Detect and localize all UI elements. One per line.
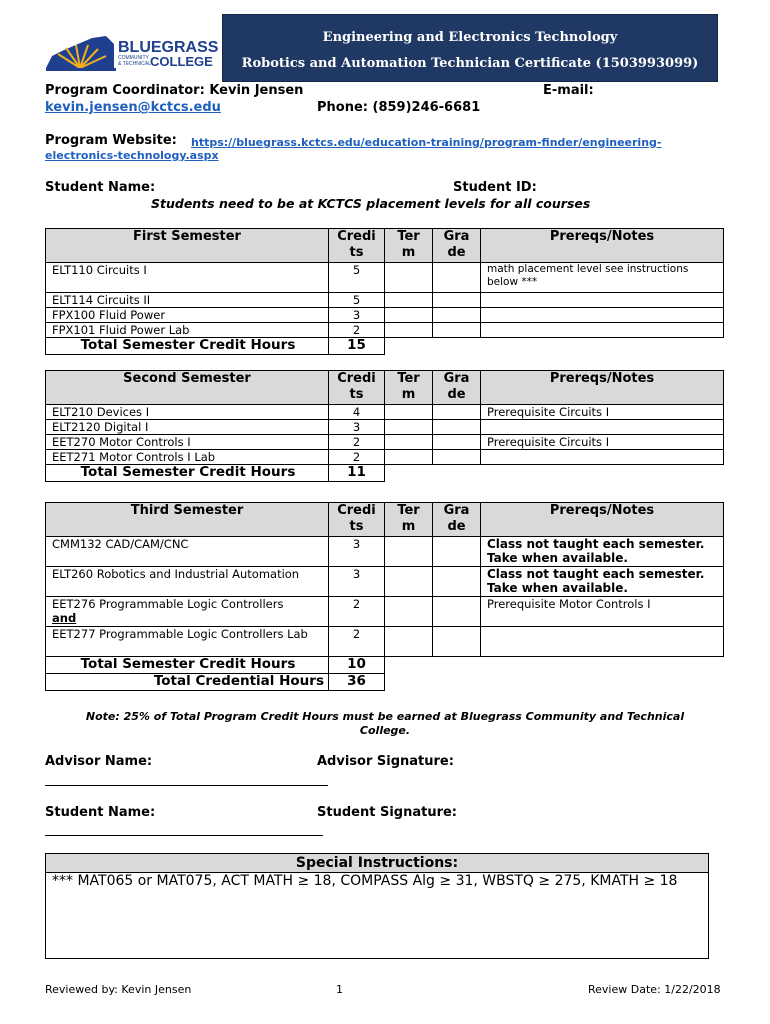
term-cell[interactable] bbox=[385, 597, 433, 627]
special-instructions-box bbox=[45, 853, 709, 959]
website-label: Program Website: bbox=[45, 133, 177, 148]
banner-title: Engineering and Electronics Technology bbox=[322, 30, 618, 45]
svg-text:BLUEGRASS: BLUEGRASS bbox=[118, 39, 219, 56]
course-credits: 3 bbox=[329, 420, 385, 435]
semester-title: Second Semester bbox=[46, 371, 329, 405]
total-semester-value: 11 bbox=[329, 465, 385, 482]
kentucky-sunburst-icon bbox=[44, 30, 224, 74]
phone-label: Phone: (859)246-6681 bbox=[317, 100, 481, 115]
table-row bbox=[46, 435, 724, 450]
table-row bbox=[46, 450, 724, 465]
review-date: Review Date: 1/22/2018 bbox=[588, 983, 721, 996]
course-name: FPX100 Fluid Power bbox=[46, 308, 329, 323]
course-name: FPX101 Fluid Power Lab bbox=[46, 323, 329, 338]
college-logo bbox=[44, 30, 224, 74]
student-id-label: Student ID: bbox=[453, 180, 537, 195]
student-signature-label: Student Signature: bbox=[317, 805, 457, 820]
course-name: EET276 Programmable Logic Controllers bbox=[52, 597, 284, 611]
grade-cell[interactable] bbox=[433, 405, 481, 420]
course-note bbox=[481, 308, 724, 323]
grade-cell[interactable] bbox=[433, 537, 481, 567]
course-note: Prerequisite Circuits I bbox=[481, 435, 724, 450]
svg-text:COMMUNITY: COMMUNITY bbox=[118, 55, 149, 61]
student-signature-line[interactable] bbox=[45, 835, 323, 836]
course-credits: 3 bbox=[329, 537, 385, 567]
prereqs-header: Prereqs/Notes bbox=[481, 503, 724, 537]
course-credits: 5 bbox=[329, 293, 385, 308]
course-name: ELT2120 Digital I bbox=[46, 420, 329, 435]
course-credits: 2 bbox=[329, 627, 385, 657]
credits-header: Credi ts bbox=[329, 229, 385, 263]
total-semester-value: 10 bbox=[329, 657, 385, 674]
special-instructions-title: Special Instructions: bbox=[46, 854, 708, 873]
course-credits: 5 bbox=[329, 263, 385, 293]
course-credits: 2 bbox=[329, 323, 385, 338]
special-instructions-text: *** MAT065 or MAT075, ACT MATH ≥ 18, COMPASS Alg ≥ 31, WBSTQ ≥ 275, KMATH ≥ 18 bbox=[52, 873, 678, 889]
table-row bbox=[46, 420, 724, 435]
grade-header: Gra de bbox=[433, 371, 481, 405]
course-credits: 3 bbox=[329, 308, 385, 323]
course-note bbox=[481, 450, 724, 465]
course-name: ELT210 Devices I bbox=[46, 405, 329, 420]
table-row bbox=[46, 405, 724, 420]
grade-cell[interactable] bbox=[433, 323, 481, 338]
course-name: EET271 Motor Controls I Lab bbox=[46, 450, 329, 465]
term-header: Ter m bbox=[385, 229, 433, 263]
svg-text:COLLEGE: COLLEGE bbox=[150, 54, 213, 69]
email-label: E-mail: bbox=[543, 83, 594, 98]
page-number: 1 bbox=[336, 983, 343, 996]
total-semester-value: 15 bbox=[329, 338, 385, 355]
third-semester-table bbox=[45, 502, 724, 691]
semester-title: Third Semester bbox=[46, 503, 329, 537]
term-cell[interactable] bbox=[385, 323, 433, 338]
table-row bbox=[46, 567, 724, 597]
course-name: ELT110 Circuits I bbox=[46, 263, 329, 293]
grade-cell[interactable] bbox=[433, 293, 481, 308]
prereqs-header: Prereqs/Notes bbox=[481, 229, 724, 263]
course-and: and bbox=[52, 611, 77, 625]
svg-text:& TECHNICAL: & TECHNICAL bbox=[118, 61, 151, 67]
course-note bbox=[481, 420, 724, 435]
table-row bbox=[46, 627, 724, 657]
term-cell[interactable] bbox=[385, 627, 433, 657]
term-cell[interactable] bbox=[385, 263, 433, 293]
grade-header: Gra de bbox=[433, 229, 481, 263]
term-cell[interactable] bbox=[385, 537, 433, 567]
table-row bbox=[46, 537, 724, 567]
grade-cell[interactable] bbox=[433, 308, 481, 323]
course-name: ELT260 Robotics and Industrial Automation bbox=[46, 567, 329, 597]
advisor-name-label: Advisor Name: bbox=[45, 754, 153, 769]
term-cell[interactable] bbox=[385, 308, 433, 323]
course-name-cell bbox=[46, 597, 329, 627]
course-note bbox=[481, 627, 724, 657]
term-cell[interactable] bbox=[385, 435, 433, 450]
course-note bbox=[481, 293, 724, 308]
table-row bbox=[46, 597, 724, 627]
table-row bbox=[46, 293, 724, 308]
total-semester-label: Total Semester Credit Hours bbox=[46, 657, 329, 674]
grade-cell[interactable] bbox=[433, 627, 481, 657]
semester-title: First Semester bbox=[46, 229, 329, 263]
total-semester-label: Total Semester Credit Hours bbox=[46, 465, 329, 482]
term-cell[interactable] bbox=[385, 420, 433, 435]
course-credits: 2 bbox=[329, 597, 385, 627]
course-name: CMM132 CAD/CAM/CNC bbox=[46, 537, 329, 567]
table-row bbox=[46, 323, 724, 338]
total-credential-label: Total Credential Hours bbox=[46, 674, 329, 691]
grade-cell[interactable] bbox=[433, 420, 481, 435]
term-cell[interactable] bbox=[385, 567, 433, 597]
email-link[interactable]: kevin.jensen@kctcs.edu bbox=[45, 100, 221, 115]
grade-cell[interactable] bbox=[433, 567, 481, 597]
website-link-line1[interactable]: https://bluegrass.kctcs.edu/education-training/program-finder/engineering- bbox=[191, 136, 662, 149]
course-note: Prerequisite Circuits I bbox=[481, 405, 724, 420]
grade-header: Gra de bbox=[433, 503, 481, 537]
term-cell[interactable] bbox=[385, 405, 433, 420]
course-name: ELT114 Circuits II bbox=[46, 293, 329, 308]
advisor-signature-line[interactable] bbox=[45, 785, 328, 786]
course-name: EET277 Programmable Logic Controllers Lab bbox=[46, 627, 329, 657]
coordinator-label: Program Coordinator: Kevin Jensen bbox=[45, 83, 304, 98]
first-semester-table bbox=[45, 228, 724, 355]
placement-note: Students need to be at KCTCS placement levels for all courses bbox=[151, 196, 591, 211]
student-name-signature-label: Student Name: bbox=[45, 805, 156, 820]
course-note: Class not taught each semester. Take when available. bbox=[481, 537, 724, 567]
course-credits: 2 bbox=[329, 450, 385, 465]
grade-cell[interactable] bbox=[433, 450, 481, 465]
course-note bbox=[481, 323, 724, 338]
banner-subtitle: Robotics and Automation Technician Certificate (1503993099) bbox=[241, 56, 699, 71]
credits-header: Credi ts bbox=[329, 371, 385, 405]
grade-cell[interactable] bbox=[433, 597, 481, 627]
course-note: math placement level see instructions below *** bbox=[481, 263, 724, 293]
course-name: EET270 Motor Controls I bbox=[46, 435, 329, 450]
total-semester-label: Total Semester Credit Hours bbox=[46, 338, 329, 355]
total-credential-value: 36 bbox=[329, 674, 385, 691]
program-banner bbox=[222, 14, 718, 82]
reviewed-by: Reviewed by: Kevin Jensen bbox=[45, 983, 192, 996]
course-credits: 3 bbox=[329, 567, 385, 597]
term-cell[interactable] bbox=[385, 450, 433, 465]
course-note: Prerequisite Motor Controls I bbox=[481, 597, 724, 627]
course-credits: 4 bbox=[329, 405, 385, 420]
advisor-signature-label: Advisor Signature: bbox=[317, 754, 454, 769]
course-credits: 2 bbox=[329, 435, 385, 450]
grade-cell[interactable] bbox=[433, 263, 481, 293]
term-header: Ter m bbox=[385, 503, 433, 537]
grade-cell[interactable] bbox=[433, 435, 481, 450]
website-link-line2[interactable]: electronics-technology.aspx bbox=[45, 149, 219, 162]
residency-note: Note: 25% of Total Program Credit Hours must be earned at Bluegrass Community and Technical College. bbox=[85, 710, 685, 737]
term-header: Ter m bbox=[385, 371, 433, 405]
second-semester-table bbox=[45, 370, 724, 482]
student-name-label: Student Name: bbox=[45, 180, 156, 195]
table-row bbox=[46, 308, 724, 323]
credits-header: Credi ts bbox=[329, 503, 385, 537]
prereqs-header: Prereqs/Notes bbox=[481, 371, 724, 405]
term-cell[interactable] bbox=[385, 293, 433, 308]
table-row bbox=[46, 263, 724, 293]
course-note: Class not taught each semester. Take when available. bbox=[481, 567, 724, 597]
